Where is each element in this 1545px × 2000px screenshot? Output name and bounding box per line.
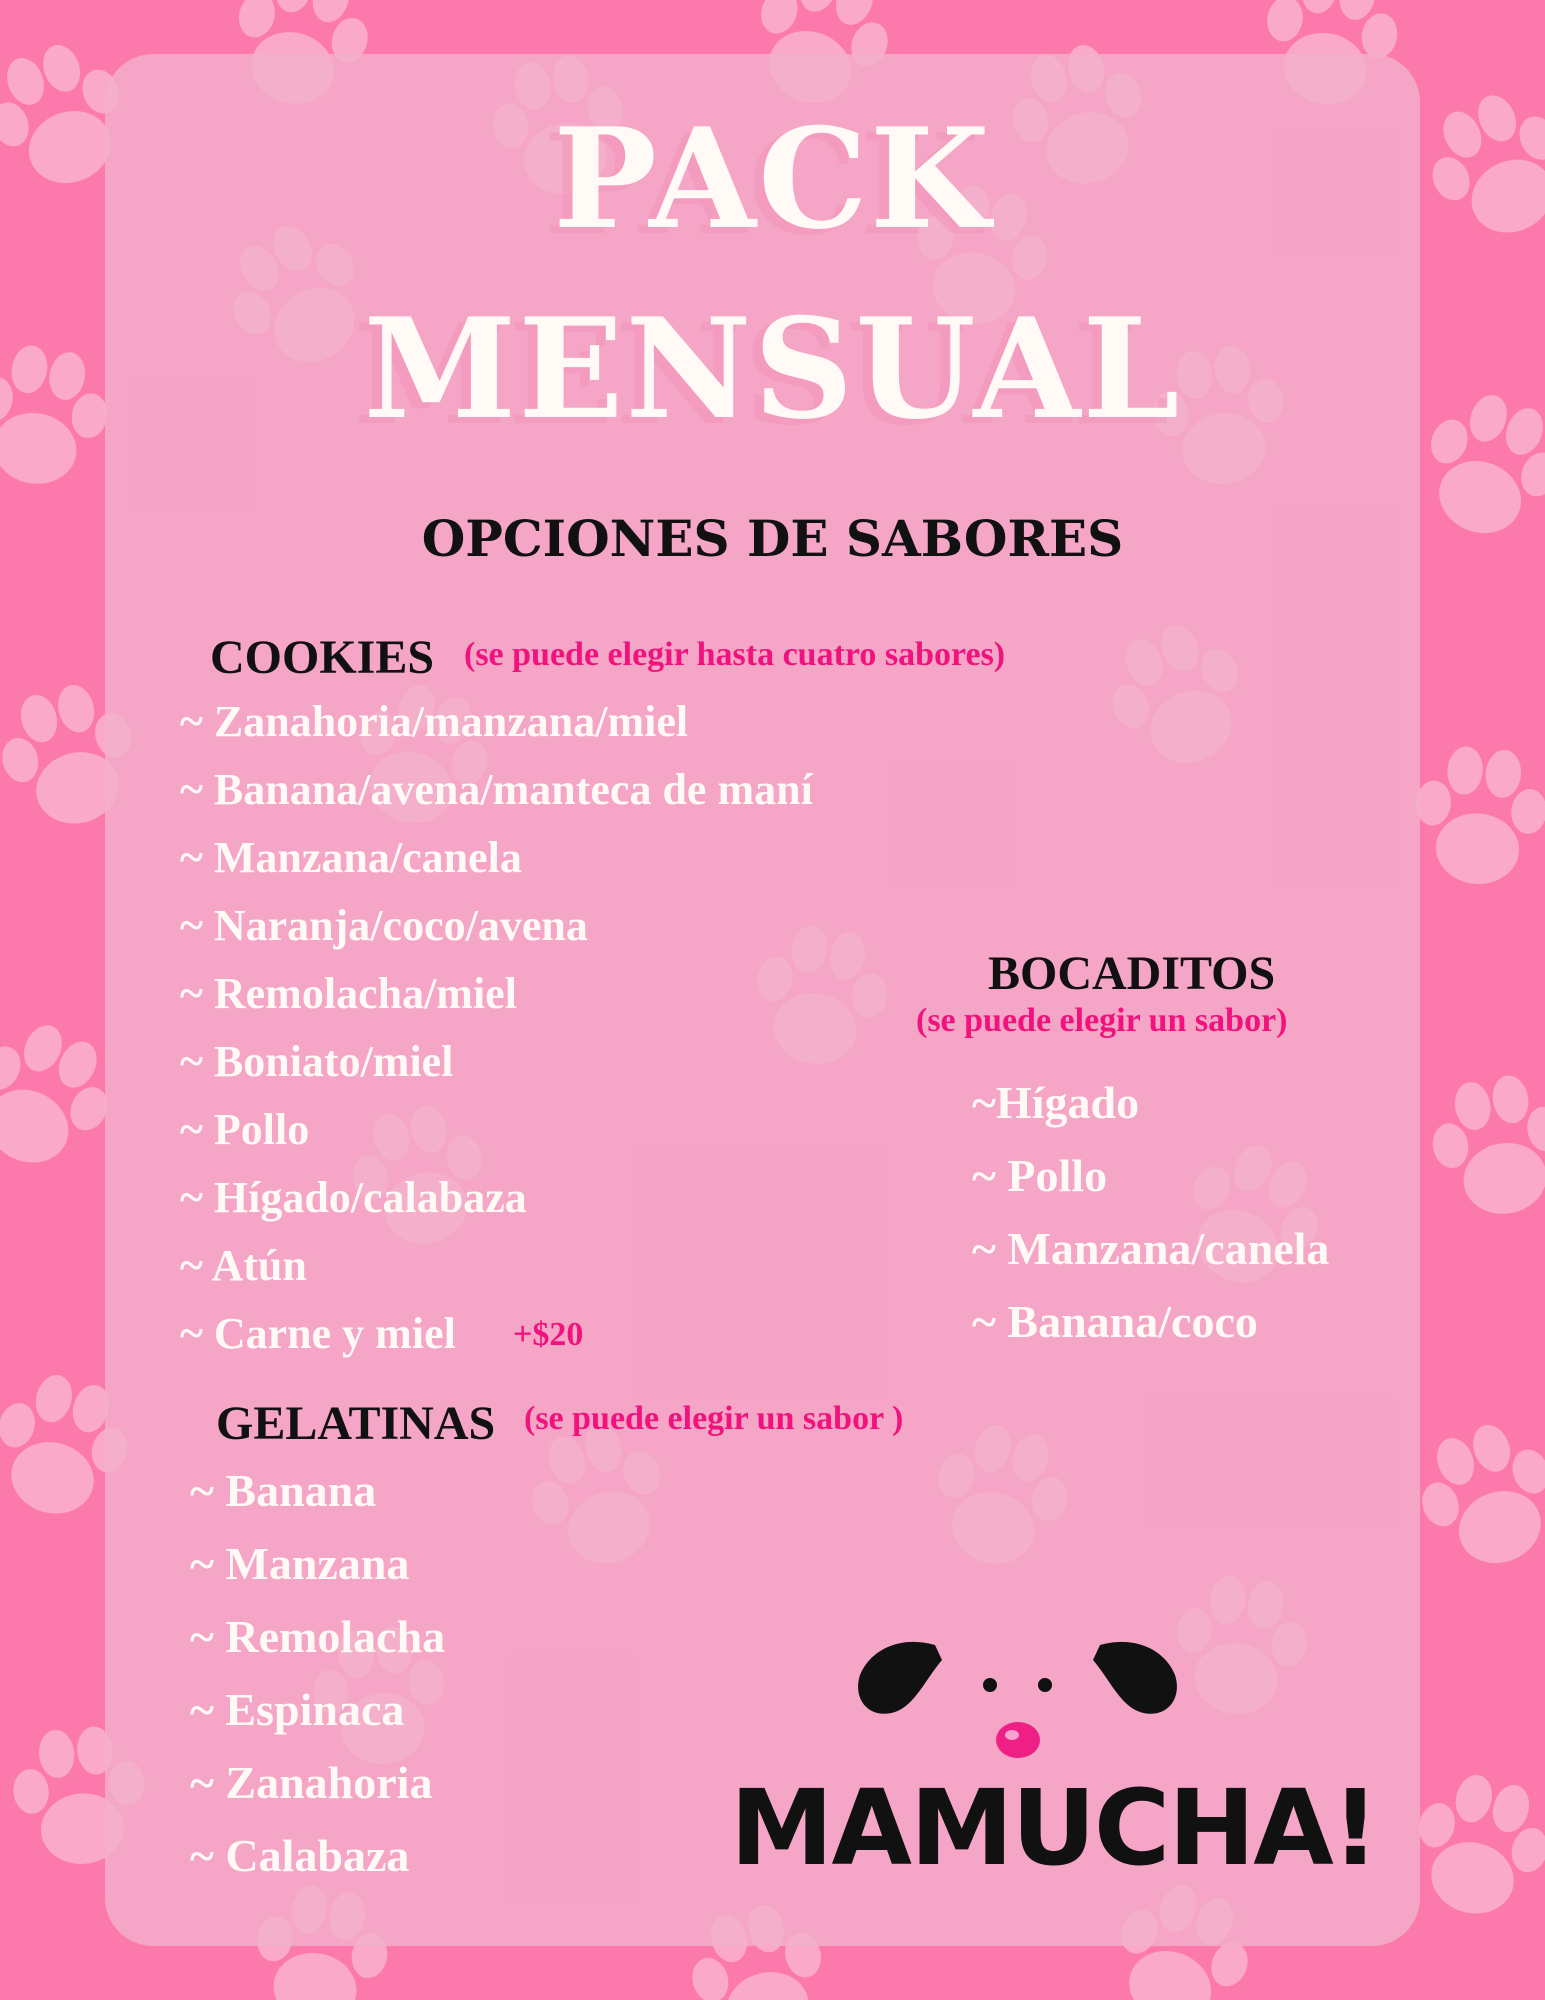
gelatina-item: ~ Zanahoria [190,1757,433,1808]
title-line-2: MENSUAL [363,287,1182,450]
gelatina-item: ~ Espinaca [190,1684,405,1735]
bocadito-item: ~ Manzana/canela [972,1223,1330,1274]
title-line-1: PACK [553,97,992,260]
extra-price-badge: +$20 [513,1316,584,1353]
gelatina-item: ~ Manzana [190,1538,410,1589]
brand-wordmark: MAMUCHA! [730,1767,1378,1889]
gelatina-item: ~ Banana [190,1465,377,1516]
gelatina-item: ~ Calabaza [190,1830,410,1881]
flavor-options-heading: OPCIONES DE SABORES [421,509,1124,568]
cookie-item: ~ Banana/avena/manteca de maní [180,765,813,814]
gelatinas-heading: GELATINAS [216,1397,496,1450]
gelatinas-note: (se puede elegir un sabor ) [524,1400,904,1437]
gelatina-item: ~ Remolacha [190,1611,446,1662]
cookie-item: ~ Atún [180,1241,307,1290]
bocadito-item: ~ Banana/coco [972,1296,1258,1347]
cookie-item: ~ Zanahoria/manzana/miel [180,697,689,746]
bocaditos-note: (se puede elegir un sabor) [916,1002,1288,1039]
paw-print-icon [1400,1763,1545,1928]
paw-print-icon [1423,1068,1545,1225]
cookie-item: ~ Remolacha/miel [180,969,517,1018]
cookie-item: ~ Hígado/calabaza [180,1173,527,1222]
cookie-item: ~ Boniato/miel [180,1037,454,1086]
cookie-item: ~ Carne y miel [180,1309,456,1358]
bocaditos-heading: BOCADITOS [988,947,1276,1000]
cookie-item: ~ Pollo [180,1105,310,1154]
cookie-item: ~ Manzana/canela [180,833,522,882]
cookies-heading: COOKIES [210,631,435,684]
cookie-item: ~ Naranja/coco/avena [180,901,588,950]
cookies-note: (se puede elegir hasta cuatro sabores) [464,636,1006,673]
paw-print-icon [1409,743,1545,890]
bocadito-item: ~Hígado [972,1077,1140,1128]
bocadito-item: ~ Pollo [972,1150,1108,1201]
paw-print-icon [1404,1410,1545,1583]
